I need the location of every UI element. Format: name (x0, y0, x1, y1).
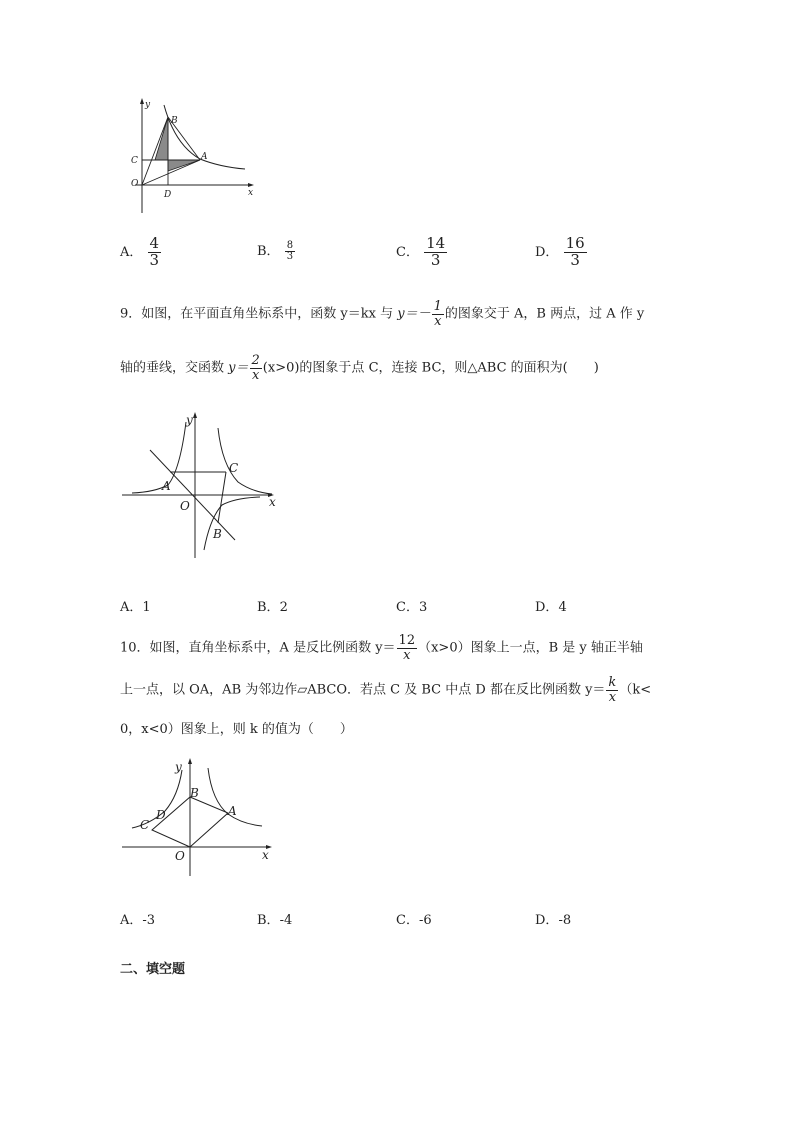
section-title: 二、填空题 (120, 962, 186, 977)
q8-label-d: D (164, 190, 172, 200)
q9-option-b[interactable]: B．2 (257, 600, 288, 615)
q10-label-x: x (262, 848, 269, 862)
q9-option-a[interactable]: A．1 (120, 600, 151, 615)
q8-label-b: B (171, 116, 178, 126)
q10-line-2: 上一点，以 OA，AB 为邻边作▱ABCO．若点 C 及 BC 中点 D 都在反比例函数 y＝ $\frac{k}{x}$ （k< (120, 675, 652, 705)
q10-option-a[interactable]: A．-3 (120, 913, 156, 928)
q9-line-1: 9．如图，在平面直角坐标系中，函数 y＝kx 与 y＝－ $\frac{1}{x}$ 的图象交于 A，B 两点，过 A 作 y (120, 299, 645, 329)
q10-figure (120, 756, 280, 881)
q8-option-a[interactable]: A． $\frac{4}{3}$ (120, 234, 160, 269)
q9-label-o: O (180, 499, 190, 513)
q9-label-c: C (229, 461, 239, 475)
q9-label-b: B (213, 527, 222, 541)
q9-line-2: 轴的垂线，交函数 y＝ $\frac{2}{x}$ (x>0)的图象于点 C，连接 BC，则△ABC 的面积为( ) (120, 353, 599, 383)
q8-label-o: O (131, 179, 139, 189)
q8-label-y: y (145, 100, 151, 110)
q8-label-x: x (248, 188, 254, 198)
q10-line-1: 10．如图，直角坐标系中，A 是反比例函数 y＝ $\frac{12}{x}$ （x>0）图象上一点，B 是 y 轴正半轴 (120, 633, 643, 663)
q10-label-b: B (190, 786, 199, 800)
q8-label-c: C (131, 156, 138, 166)
q9-label-y: y (186, 413, 193, 427)
q10-label-d: D (156, 808, 166, 822)
q10-option-d[interactable]: D．-8 (535, 913, 572, 928)
q8-option-b[interactable]: B． $\frac{8}{3}$ (257, 239, 294, 262)
q8-option-c[interactable]: C． $\frac{14}{3}$ (396, 234, 446, 269)
q10-label-a: A (228, 804, 237, 818)
q9-label-a: A (162, 479, 171, 493)
q9-label-x: x (269, 495, 276, 509)
q10-option-c[interactable]: C．-6 (396, 913, 432, 928)
q8-label-a: A (201, 152, 208, 162)
q9-option-d[interactable]: D．4 (535, 600, 567, 615)
q10-label-c: C (140, 818, 150, 832)
q8-option-d[interactable]: D． $\frac{16}{3}$ (535, 234, 585, 269)
q9-figure (120, 410, 285, 562)
q10-label-o: O (175, 849, 185, 863)
q10-label-y: y (175, 760, 182, 774)
q8-figure (120, 95, 270, 220)
q9-option-c[interactable]: C．3 (396, 600, 428, 615)
q10-option-b[interactable]: B．-4 (257, 913, 293, 928)
q10-line-3: 0，x<0）图象上，则 k 的值为（ ） (120, 722, 353, 737)
